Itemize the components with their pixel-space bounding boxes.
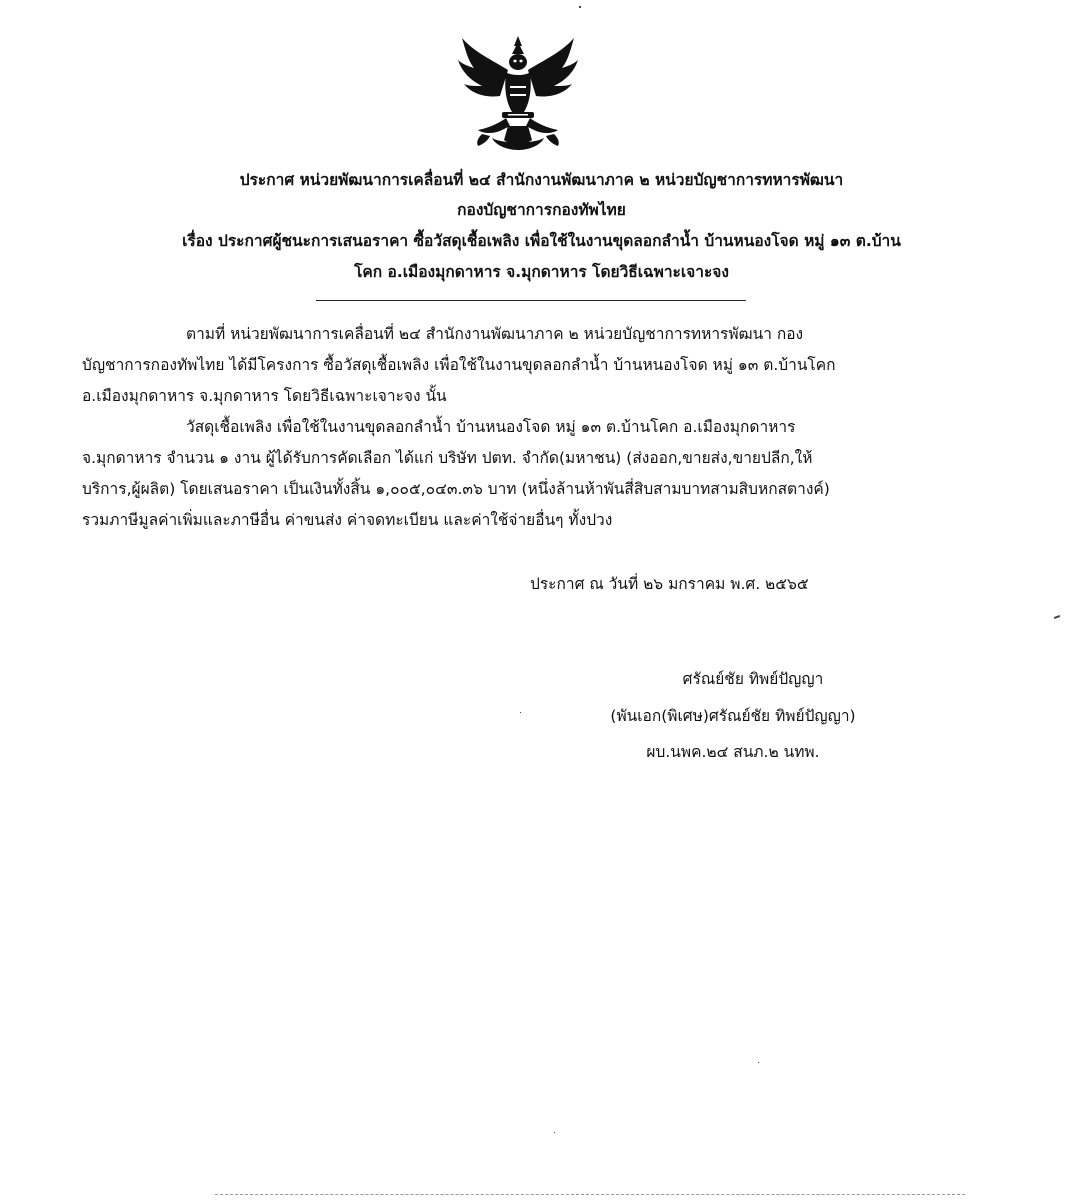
scan-speck bbox=[554, 1132, 555, 1133]
scan-speck bbox=[579, 6, 581, 8]
paragraph-2-line-4: รวมภาษีมูลค่าเพิ่มและภาษีอื่น ค่าขนส่ง ค่าจดทะเบียน และค่าใช้จ่ายอื่นๆ ทั้งปวง bbox=[82, 511, 613, 529]
paragraph-1-line-1: ตามที่ หน่วยพัฒนาการเคลื่อนที่ ๒๔ สำนักงานพัฒนาภาค ๒ หน่วยบัญชาการทหารพัฒนา กอง bbox=[186, 325, 804, 343]
announcement-header-line-2: กองบัญชาการกองทัพไทย bbox=[457, 201, 626, 219]
scan-edge-artifact bbox=[215, 1194, 965, 1195]
signatory-full-title: (พันเอก(พิเศษ)ศรัณย์ชัย ทิพย์ปัญญา) bbox=[610, 707, 856, 725]
paragraph-2-line-2: จ.มุกดาหาร จำนวน ๑ งาน ผู้ได้รับการคัดเลือก ได้แก่ บริษัท ปตท. จำกัด(มหาชน) (ส่งออก,ขายส่ง,ขายปลีก,ให้ bbox=[82, 449, 813, 467]
subject-line-2: โคก อ.เมืองมุกดาหาร จ.มุกดาหาร โดยวิธีเฉพาะเจาะจง bbox=[354, 263, 729, 281]
signatory-position: ผบ.นพค.๒๔ สนภ.๒ นทพ. bbox=[646, 743, 820, 761]
paragraph-2-line-3: บริการ,ผู้ผลิต) โดยเสนอราคา เป็นเงินทั้งสิ้น ๑,๐๐๕,๐๔๓.๓๖ บาท (หนึ่งล้านห้าพันสี่สิบสามบาทสามสิบหกสตางค์) bbox=[82, 480, 830, 498]
signature-name: ศรัณย์ชัย ทิพย์ปัญญา bbox=[682, 670, 824, 688]
subject-line-1: เรื่อง ประกาศผู้ชนะการเสนอราคา ซื้อวัสดุเชื้อเพลิง เพื่อใช้ในงานขุดลอกลำน้ำ บ้านหนองโจด หมู่ ๑๓ ต.บ้าน bbox=[182, 232, 901, 250]
garuda-emblem-icon bbox=[452, 30, 584, 152]
scan-speck bbox=[758, 1062, 759, 1063]
paragraph-1-line-2: บัญชาการกองทัพไทย ได้มีโครงการ ซื้อวัสดุเชื้อเพลิง เพื่อใช้ในงานขุดลอกลำน้ำ บ้านหนองโจด หมู่ ๑๓ ต.บ้านโคก bbox=[82, 356, 836, 374]
scan-speck bbox=[1054, 615, 1060, 619]
announcement-date: ประกาศ ณ วันที่ ๒๖ มกราคม พ.ศ. ๒๕๖๕ bbox=[530, 575, 809, 593]
announcement-header-line-1: ประกาศ หน่วยพัฒนาการเคลื่อนที่ ๒๔ สำนักงานพัฒนาภาค ๒ หน่วยบัญชาการทหารพัฒนา bbox=[239, 171, 844, 189]
paragraph-1-line-3: อ.เมืองมุกดาหาร จ.มุกดาหาร โดยวิธีเฉพาะเจาะจง นั้น bbox=[82, 387, 447, 405]
header-divider bbox=[316, 300, 746, 301]
scan-speck bbox=[520, 712, 521, 713]
paragraph-2-line-1: วัสดุเชื้อเพลิง เพื่อใช้ในงานขุดลอกลำน้ำ บ้านหนองโจด หมู่ ๑๓ ต.บ้านโคก อ.เมืองมุกดาหาร bbox=[186, 418, 796, 436]
